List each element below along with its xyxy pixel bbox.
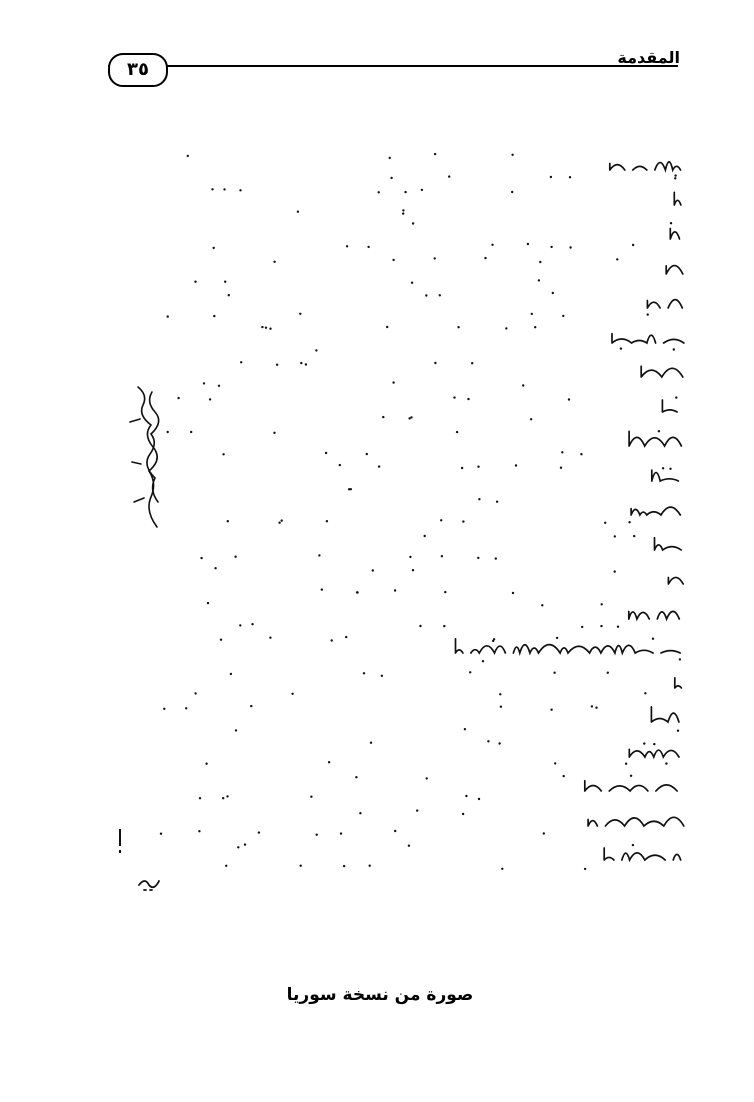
catchword-mark <box>136 873 162 893</box>
page-number-badge <box>108 53 168 87</box>
manuscript-line <box>150 217 690 251</box>
margin-note <box>118 382 178 542</box>
manuscript-image <box>150 148 690 868</box>
manuscript-line <box>150 631 690 665</box>
section-title: المقدمة <box>617 48 680 67</box>
manuscript-line <box>150 321 690 355</box>
manuscript-line <box>150 562 690 596</box>
manuscript-line <box>150 528 690 562</box>
manuscript-line <box>150 700 690 734</box>
manuscript-line <box>150 286 690 320</box>
manuscript-line <box>150 804 690 838</box>
manuscript-line <box>150 493 690 527</box>
manuscript-line <box>150 838 690 872</box>
manuscript-line <box>150 424 690 458</box>
header-rule <box>108 65 678 67</box>
margin-mark <box>116 828 124 854</box>
manuscript-line <box>150 666 690 700</box>
manuscript-line <box>150 390 690 424</box>
manuscript-line <box>150 148 690 182</box>
manuscript-line <box>150 252 690 286</box>
image-caption: صورة من نسخة سوريا <box>286 985 474 1005</box>
page-number: ٣٥ <box>127 59 149 80</box>
manuscript-line <box>150 597 690 631</box>
manuscript-line <box>150 735 690 769</box>
manuscript-line <box>150 183 690 217</box>
manuscript-line <box>150 459 690 493</box>
manuscript-line <box>150 355 690 389</box>
manuscript-line <box>150 769 690 803</box>
